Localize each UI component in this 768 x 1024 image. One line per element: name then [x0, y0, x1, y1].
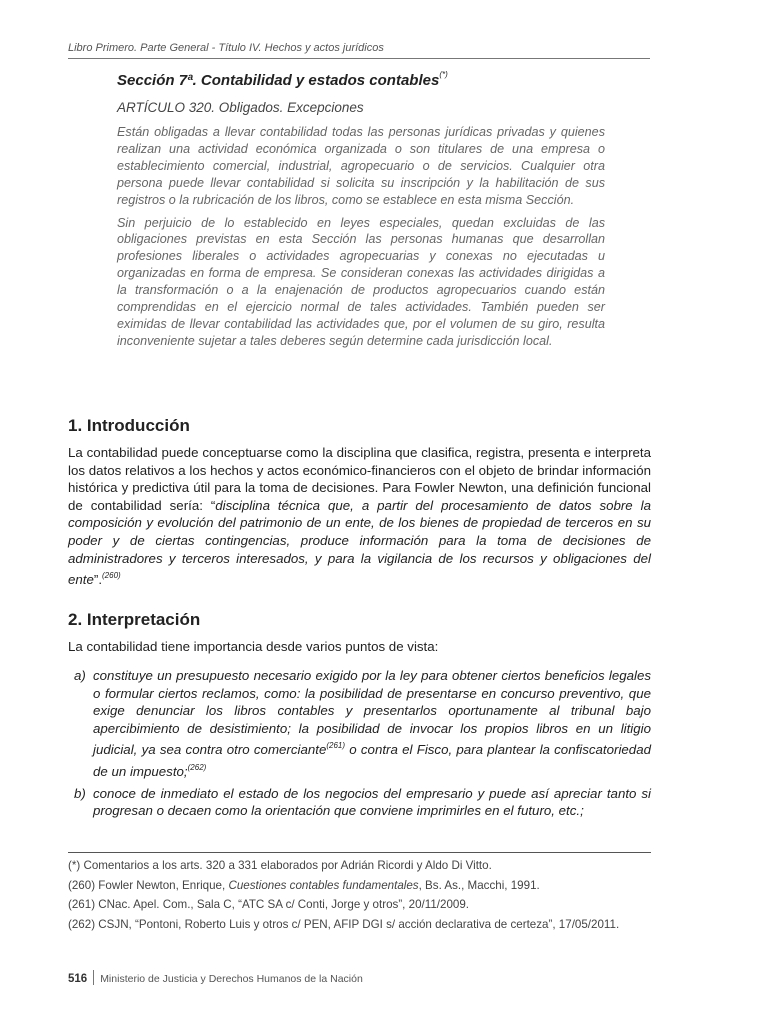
section-title [117, 66, 605, 90]
list-item-b [68, 785, 651, 820]
footnotes [68, 859, 651, 937]
section-block [117, 66, 605, 356]
footnote: (*) Comentarios a los arts. 320 a 331 elaborados por Adrián Ricordi y Aldo Di Vitto. [68, 859, 492, 872]
intro-text-before: La contabilidad puede conceptuarse como la disciplina que clasifica, registra, presenta e interpreta los datos relativos a los hechos y actos económico-financieros con el objeto de brindar información histórica y predictiva útil para la toma de decisiones. Para Fowler Newton, una definición funcional de contabilidad sería: “ [68, 445, 651, 513]
intro-paragraph [68, 444, 651, 589]
footnote-book-title: Cuestiones contables fundamentales [228, 878, 419, 892]
page-number: 516 [68, 973, 88, 985]
footnote: (261) CNac. Apel. Com., Sala C, “ATC SA c/ Conti, Jorge y otros”, 20/11/2009. [68, 898, 470, 911]
list-item-a [68, 667, 651, 781]
footnote-ref-260[interactable]: (260) [102, 571, 121, 581]
interpretation-heading: 2. Interpretación [68, 610, 201, 629]
section-title-note: (*) [439, 70, 448, 79]
footnote-text: (260) Fowler Newton, Enrique, [68, 878, 229, 892]
article-paragraph: Están obligadas a llevar contabilidad todas las personas jurídicas privadas y quienes realizan una actividad económica organizada o son titulares de una empresa o establecimiento comercial, industrial, agropecuario o de servicios. Cualquier otra persona puede llevar contabilidad si solicita su inscripción y la habilitación de sus registros o la rubricación de los libros, como se establece en esta misma Sección. [117, 125, 605, 207]
footnote-ref-261[interactable]: (261) [326, 741, 346, 751]
list-marker: b) [74, 785, 86, 801]
interpretation-lead: La contabilidad tiene importancia desde varios puntos de vista: [68, 639, 439, 654]
footer-publisher: Ministerio de Justicia y Derechos Humanos de la Nación [100, 973, 363, 985]
list-marker: a) [74, 668, 86, 683]
footnote-ref-262[interactable]: (262) [187, 762, 207, 772]
intro-heading: 1. Introducción [68, 416, 190, 435]
article-paragraph: Sin perjuicio de lo establecido en leyes especiales, quedan excluidas de las obligaciones previstas en esta Sección las personas humanas que desarrollan profesiones liberales o actividades agropecuarias y conexas no ejecutadas u organizadas en forma de empresa. Se consideran conexas las actividades dirigidas a la transformación o a la enajenación de productos agropecuarios cuando están comprendidas en el ejercicio normal de tales actividades. También pueden ser eximidas de llevar contabilidad las actividades que, por el volumen de su giro, resulta inconveniente sujetar a tales deberes según determine cada jurisdicción local. [117, 215, 605, 348]
page-footer [68, 970, 363, 986]
section-title-text: Sección 7ª. Contabilidad y estados contables [117, 72, 440, 89]
intro-quote: disciplina técnica que, a partir del procesamiento de datos sobre la composición y evolución del patrimonio de un ente, de los bienes de propiedad de terceros en su poder y de ciertas contingencias, produce información para la toma de decisiones de administradores y terceros interesados, y para la vigilancia de los recursos y obligaciones del ente [68, 497, 651, 588]
interpretation-list [68, 667, 651, 824]
footer-separator [93, 970, 94, 985]
list-item-text: o contra el Fisco, para plantear la confiscatoriedad de un impuesto; [93, 742, 651, 779]
footnote-divider [68, 852, 651, 853]
list-item-text: conoce de inmediato el estado de los negocios del empresario y puede así apreciar tanto si progresan o decaen como la orientación que conviene imprimirles en el futuro, etc.; [93, 785, 651, 819]
footnote-text: , Bs. As., Macchi, 1991. [418, 878, 540, 892]
article-title: ARTÍCULO 320. Obligados. Excepciones [117, 100, 364, 115]
footnote: (262) CSJN, “Pontoni, Roberto Luis y otros c/ PEN, AFIP DGI s/ acción declarativa de certeza”, 17/05/2011. [68, 917, 620, 931]
footnote [68, 879, 651, 894]
running-head: Libro Primero. Parte General - Título IV. Hechos y actos jurídicos [68, 42, 650, 59]
intro-text-after: ”. [93, 572, 103, 588]
list-item-text: constituye un presupuesto necesario exigido por la ley para obtener ciertos beneficios legales o formular ciertos reclamos, como: la posibilidad de presentarse en concurso preventivo, que exige denunciar los libros contables y presentarlos oportunamente al tribunal bajo apercibimiento de desistimiento; la posibilidad de invocar los propios libros en un litigio judicial, ya sea contra otro comerciante [93, 668, 651, 758]
